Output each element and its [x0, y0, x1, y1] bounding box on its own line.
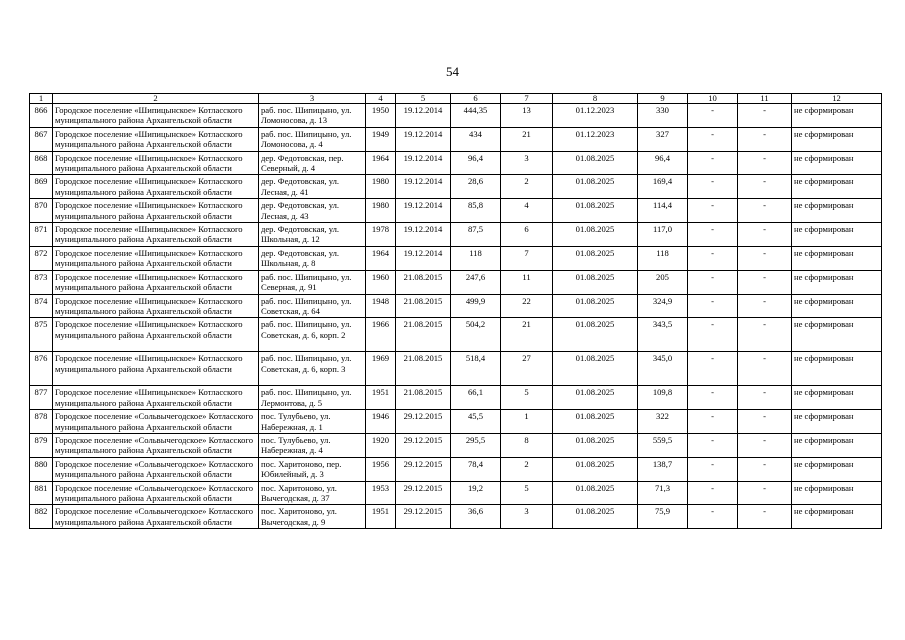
cell-status: не сформирован	[792, 318, 882, 352]
cell-col-11: -	[738, 246, 792, 270]
cell-area: 36,6	[451, 505, 501, 529]
cell-col-10: -	[688, 481, 738, 505]
cell-address: раб. пос. Шипицыно, ул. Советская, д. 6, корп. 3	[259, 352, 366, 386]
cell-address: пос. Харитоново, ул. Вычегодская, д. 9	[259, 505, 366, 529]
cell-status: не сформирован	[792, 433, 882, 457]
cell-recognition-date: 19.12.2014	[396, 151, 451, 175]
cell-row-number: 870	[30, 199, 53, 223]
cell-row-number: 869	[30, 175, 53, 199]
cell-municipality: Городское поселение «Сольвычегодское» Котласского муниципального района Архангельской области	[53, 481, 259, 505]
column-header: 1	[30, 94, 53, 104]
registry-table	[29, 93, 882, 529]
cell-status: не сформирован	[792, 246, 882, 270]
cell-area: 66,1	[451, 386, 501, 410]
cell-col-11: -	[738, 410, 792, 434]
cell-area: 118	[451, 246, 501, 270]
cell-col-11: -	[738, 270, 792, 294]
cell-area: 504,2	[451, 318, 501, 352]
cell-planned-date: 01.08.2025	[553, 352, 638, 386]
table-row	[30, 433, 882, 457]
table-row	[30, 386, 882, 410]
cell-recognition-date: 19.12.2014	[396, 175, 451, 199]
cell-area-resettled: 330	[638, 104, 688, 128]
cell-area: 19,2	[451, 481, 501, 505]
cell-col-11: -	[738, 505, 792, 529]
cell-row-number: 881	[30, 481, 53, 505]
cell-col-11: -	[738, 386, 792, 410]
cell-area: 444,35	[451, 104, 501, 128]
cell-area-resettled: 324,9	[638, 294, 688, 318]
cell-col-11: -	[738, 481, 792, 505]
cell-planned-date: 01.12.2023	[553, 104, 638, 128]
cell-area-resettled: 109,8	[638, 386, 688, 410]
table-row	[30, 104, 882, 128]
table-header	[30, 94, 882, 104]
cell-planned-date: 01.08.2025	[553, 270, 638, 294]
cell-municipality: Городское поселение «Шипицынское» Котласского муниципального района Архангельской области	[53, 199, 259, 223]
cell-residents: 2	[501, 175, 553, 199]
cell-recognition-date: 19.12.2014	[396, 199, 451, 223]
table-row	[30, 151, 882, 175]
cell-planned-date: 01.08.2025	[553, 433, 638, 457]
cell-area-resettled: 559,5	[638, 433, 688, 457]
cell-status: не сформирован	[792, 151, 882, 175]
cell-municipality: Городское поселение «Шипицынское» Котласского муниципального района Архангельской области	[53, 175, 259, 199]
cell-address: раб. пос. Шипицыно, ул. Лермонтова, д. 5	[259, 386, 366, 410]
cell-row-number: 878	[30, 410, 53, 434]
cell-recognition-date: 19.12.2014	[396, 246, 451, 270]
cell-municipality: Городское поселение «Шипицынское» Котласского муниципального района Архангельской области	[53, 270, 259, 294]
cell-status: не сформирован	[792, 223, 882, 247]
cell-area: 247,6	[451, 270, 501, 294]
cell-municipality: Городское поселение «Сольвычегодское» Котласского муниципального района Архангельской области	[53, 457, 259, 481]
cell-col-10: -	[688, 386, 738, 410]
cell-address: дер. Федотовская, ул. Школьная, д. 12	[259, 223, 366, 247]
cell-status: не сформирован	[792, 386, 882, 410]
cell-address: раб. пос. Шипицыно, ул. Советская, д. 6, корп. 2	[259, 318, 366, 352]
table-row	[30, 270, 882, 294]
cell-residents: 6	[501, 223, 553, 247]
cell-status: не сформирован	[792, 270, 882, 294]
cell-row-number: 877	[30, 386, 53, 410]
cell-recognition-date: 21.08.2015	[396, 352, 451, 386]
cell-residents: 27	[501, 352, 553, 386]
cell-col-10: -	[688, 433, 738, 457]
cell-address: раб. пос. Шипицыно, ул. Ломоносова, д. 4	[259, 127, 366, 151]
cell-recognition-date: 19.12.2014	[396, 104, 451, 128]
cell-col-10: -	[688, 505, 738, 529]
table-row	[30, 175, 882, 199]
cell-year-built: 1969	[366, 352, 396, 386]
cell-col-11: -	[738, 433, 792, 457]
column-header: 11	[738, 94, 792, 104]
cell-status: не сформирован	[792, 481, 882, 505]
cell-area: 45,5	[451, 410, 501, 434]
cell-year-built: 1964	[366, 151, 396, 175]
cell-recognition-date: 21.08.2015	[396, 294, 451, 318]
table-body	[30, 104, 882, 529]
table-row	[30, 410, 882, 434]
cell-col-10: -	[688, 223, 738, 247]
cell-year-built: 1951	[366, 505, 396, 529]
cell-year-built: 1946	[366, 410, 396, 434]
column-header: 5	[396, 94, 451, 104]
cell-area: 85,8	[451, 199, 501, 223]
column-header: 2	[53, 94, 259, 104]
cell-col-11: -	[738, 223, 792, 247]
cell-year-built: 1956	[366, 457, 396, 481]
cell-year-built: 1978	[366, 223, 396, 247]
cell-area: 295,5	[451, 433, 501, 457]
cell-col-10: -	[688, 318, 738, 352]
cell-status: не сформирован	[792, 410, 882, 434]
cell-year-built: 1920	[366, 433, 396, 457]
cell-municipality: Городское поселение «Шипицынское» Котласского муниципального района Архангельской области	[53, 318, 259, 352]
cell-col-10: -	[688, 294, 738, 318]
cell-planned-date: 01.08.2025	[553, 246, 638, 270]
cell-year-built: 1980	[366, 199, 396, 223]
cell-col-10: -	[688, 457, 738, 481]
cell-status: не сформирован	[792, 505, 882, 529]
cell-status: не сформирован	[792, 104, 882, 128]
cell-residents: 3	[501, 151, 553, 175]
table-row	[30, 352, 882, 386]
cell-col-10: -	[688, 352, 738, 386]
cell-planned-date: 01.08.2025	[553, 481, 638, 505]
cell-recognition-date: 19.12.2014	[396, 223, 451, 247]
cell-planned-date: 01.08.2025	[553, 151, 638, 175]
column-header: 7	[501, 94, 553, 104]
cell-recognition-date: 29.12.2015	[396, 457, 451, 481]
cell-municipality: Городское поселение «Шипицынское» Котласского муниципального района Архангельской области	[53, 246, 259, 270]
cell-year-built: 1966	[366, 318, 396, 352]
cell-area: 87,5	[451, 223, 501, 247]
cell-col-10: -	[688, 151, 738, 175]
cell-row-number: 882	[30, 505, 53, 529]
cell-area: 499,9	[451, 294, 501, 318]
cell-address: раб. пос. Шипицыно, ул. Советская, д. 64	[259, 294, 366, 318]
cell-residents: 7	[501, 246, 553, 270]
table-row	[30, 127, 882, 151]
cell-col-11: -	[738, 294, 792, 318]
cell-row-number: 880	[30, 457, 53, 481]
cell-status: не сформирован	[792, 127, 882, 151]
table-row	[30, 318, 882, 352]
cell-municipality: Городское поселение «Шипицынское» Котласского муниципального района Архангельской области	[53, 104, 259, 128]
cell-address: раб. пос. Шипицыно, ул. Северная, д. 91	[259, 270, 366, 294]
cell-recognition-date: 19.12.2014	[396, 127, 451, 151]
cell-recognition-date: 29.12.2015	[396, 410, 451, 434]
cell-recognition-date: 21.08.2015	[396, 270, 451, 294]
cell-municipality: Городское поселение «Шипицынское» Котласского муниципального района Архангельской области	[53, 127, 259, 151]
cell-residents: 5	[501, 481, 553, 505]
cell-row-number: 875	[30, 318, 53, 352]
cell-planned-date: 01.08.2025	[553, 175, 638, 199]
cell-col-11: -	[738, 104, 792, 128]
cell-municipality: Городское поселение «Шипицынское» Котласского муниципального района Архангельской области	[53, 294, 259, 318]
table-row	[30, 246, 882, 270]
cell-year-built: 1964	[366, 246, 396, 270]
cell-municipality: Городское поселение «Сольвычегодское» Котласского муниципального района Архангельской области	[53, 410, 259, 434]
cell-planned-date: 01.08.2025	[553, 505, 638, 529]
table-row	[30, 199, 882, 223]
cell-area-resettled: 169,4	[638, 175, 688, 199]
page-number: 54	[446, 64, 459, 79]
cell-area-resettled: 114,4	[638, 199, 688, 223]
cell-col-11: -	[738, 127, 792, 151]
column-header: 4	[366, 94, 396, 104]
cell-address: дер. Федотовская, ул. Лесная, д. 41	[259, 175, 366, 199]
cell-area: 96,4	[451, 151, 501, 175]
column-header: 6	[451, 94, 501, 104]
cell-address: дер. Федотовская, пер. Северный, д. 4	[259, 151, 366, 175]
column-header: 9	[638, 94, 688, 104]
cell-col-11: -	[738, 151, 792, 175]
cell-status: не сформирован	[792, 199, 882, 223]
cell-planned-date: 01.08.2025	[553, 294, 638, 318]
cell-col-11: -	[738, 199, 792, 223]
column-header: 8	[553, 94, 638, 104]
cell-col-10: -	[688, 410, 738, 434]
cell-row-number: 867	[30, 127, 53, 151]
cell-col-10: -	[688, 127, 738, 151]
cell-row-number: 868	[30, 151, 53, 175]
cell-address: пос. Тулубьево, ул. Набережная, д. 1	[259, 410, 366, 434]
cell-planned-date: 01.08.2025	[553, 410, 638, 434]
cell-col-11: -	[738, 457, 792, 481]
table-row	[30, 223, 882, 247]
cell-col-10: -	[688, 270, 738, 294]
cell-row-number: 876	[30, 352, 53, 386]
cell-col-10: -	[688, 246, 738, 270]
cell-residents: 11	[501, 270, 553, 294]
cell-recognition-date: 29.12.2015	[396, 433, 451, 457]
cell-residents: 22	[501, 294, 553, 318]
cell-municipality: Городское поселение «Сольвычегодское» Котласского муниципального района Архангельской области	[53, 433, 259, 457]
table-row	[30, 505, 882, 529]
cell-area: 28,6	[451, 175, 501, 199]
cell-area-resettled: 345,0	[638, 352, 688, 386]
cell-planned-date: 01.08.2025	[553, 223, 638, 247]
cell-status: не сформирован	[792, 294, 882, 318]
cell-area-resettled: 96,4	[638, 151, 688, 175]
cell-municipality: Городское поселение «Шипицынское» Котласского муниципального района Архангельской области	[53, 151, 259, 175]
cell-area-resettled: 327	[638, 127, 688, 151]
table-row	[30, 481, 882, 505]
cell-recognition-date: 21.08.2015	[396, 386, 451, 410]
cell-status: не сформирован	[792, 352, 882, 386]
cell-residents: 3	[501, 505, 553, 529]
cell-planned-date: 01.08.2025	[553, 318, 638, 352]
cell-col-11: -	[738, 318, 792, 352]
cell-address: дер. Федотовская, ул. Лесная, д. 43	[259, 199, 366, 223]
cell-year-built: 1950	[366, 104, 396, 128]
table-row	[30, 294, 882, 318]
cell-col-10: -	[688, 199, 738, 223]
cell-recognition-date: 21.08.2015	[396, 318, 451, 352]
cell-residents: 13	[501, 104, 553, 128]
cell-row-number: 871	[30, 223, 53, 247]
cell-planned-date: 01.12.2023	[553, 127, 638, 151]
cell-year-built: 1949	[366, 127, 396, 151]
cell-area-resettled: 205	[638, 270, 688, 294]
column-header: 10	[688, 94, 738, 104]
cell-address: пос. Тулубьево, ул. Набережная, д. 4	[259, 433, 366, 457]
cell-row-number: 872	[30, 246, 53, 270]
cell-status: не сформирован	[792, 457, 882, 481]
cell-residents: 8	[501, 433, 553, 457]
cell-year-built: 1980	[366, 175, 396, 199]
cell-area: 78,4	[451, 457, 501, 481]
cell-address: пос. Харитоново, пер. Юбилейный, д. 3	[259, 457, 366, 481]
cell-row-number: 879	[30, 433, 53, 457]
cell-recognition-date: 29.12.2015	[396, 481, 451, 505]
cell-municipality: Городское поселение «Шипицынское» Котласского муниципального района Архангельской области	[53, 352, 259, 386]
cell-planned-date: 01.08.2025	[553, 199, 638, 223]
cell-area-resettled: 343,5	[638, 318, 688, 352]
cell-row-number: 873	[30, 270, 53, 294]
cell-planned-date: 01.08.2025	[553, 457, 638, 481]
cell-area-resettled: 117,0	[638, 223, 688, 247]
cell-area: 518,4	[451, 352, 501, 386]
column-numbers-row	[30, 94, 882, 104]
cell-col-10: -	[688, 175, 738, 199]
column-header: 3	[259, 94, 366, 104]
cell-year-built: 1960	[366, 270, 396, 294]
cell-area-resettled: 118	[638, 246, 688, 270]
cell-municipality: Городское поселение «Шипицынское» Котласского муниципального района Архангельской области	[53, 223, 259, 247]
cell-col-10: -	[688, 104, 738, 128]
cell-residents: 21	[501, 127, 553, 151]
cell-row-number: 874	[30, 294, 53, 318]
cell-residents: 4	[501, 199, 553, 223]
cell-residents: 1	[501, 410, 553, 434]
table-row	[30, 457, 882, 481]
cell-area: 434	[451, 127, 501, 151]
cell-area-resettled: 71,3	[638, 481, 688, 505]
cell-municipality: Городское поселение «Шипицынское» Котласского муниципального района Архангельской области	[53, 386, 259, 410]
cell-residents: 5	[501, 386, 553, 410]
cell-status: не сформирован	[792, 175, 882, 199]
cell-area-resettled: 138,7	[638, 457, 688, 481]
column-header: 12	[792, 94, 882, 104]
cell-area-resettled: 75,9	[638, 505, 688, 529]
cell-municipality: Городское поселение «Сольвычегодское» Котласского муниципального района Архангельской области	[53, 505, 259, 529]
cell-planned-date: 01.08.2025	[553, 386, 638, 410]
cell-year-built: 1948	[366, 294, 396, 318]
cell-area-resettled: 322	[638, 410, 688, 434]
cell-row-number: 866	[30, 104, 53, 128]
cell-recognition-date: 29.12.2015	[396, 505, 451, 529]
cell-col-11: -	[738, 352, 792, 386]
cell-year-built: 1951	[366, 386, 396, 410]
cell-residents: 21	[501, 318, 553, 352]
cell-address: раб. пос. Шипицыно, ул. Ломоносова, д. 13	[259, 104, 366, 128]
cell-col-11: -	[738, 175, 792, 199]
cell-address: пос. Харитоново, ул. Вычегодская, д. 37	[259, 481, 366, 505]
cell-residents: 2	[501, 457, 553, 481]
cell-year-built: 1953	[366, 481, 396, 505]
cell-address: дер. Федотовская, ул. Школьная, д. 8	[259, 246, 366, 270]
